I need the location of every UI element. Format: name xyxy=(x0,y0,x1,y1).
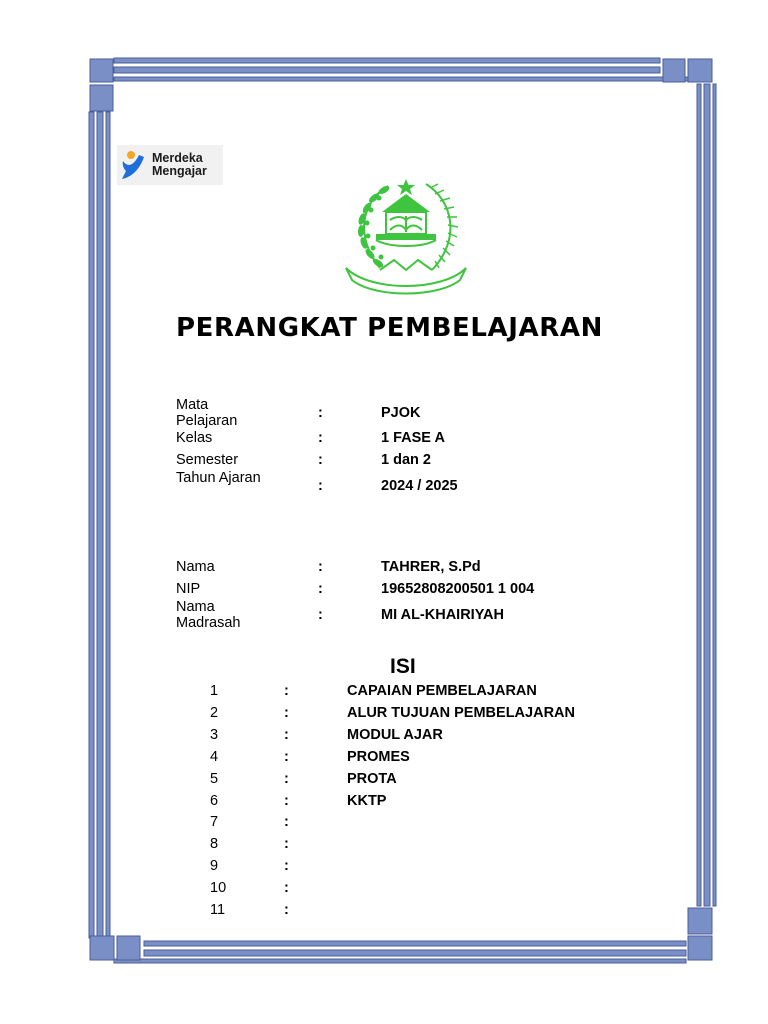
info-label: Kelas xyxy=(176,430,213,446)
isi-number: 2 xyxy=(210,705,219,721)
colon: : xyxy=(284,749,289,765)
teacher-value: TAHRER, S.Pd xyxy=(381,559,481,575)
isi-item xyxy=(0,727,600,749)
isi-text: ALUR TUJUAN PEMBELAJARAN xyxy=(347,705,575,721)
info-value: 1 FASE A xyxy=(381,430,445,446)
isi-number: 11 xyxy=(210,902,226,918)
colon: : xyxy=(318,430,323,446)
colon: : xyxy=(284,902,289,918)
colon: : xyxy=(284,880,289,896)
colon: : xyxy=(318,478,323,494)
isi-item xyxy=(0,749,600,771)
info-label: Mata Pelajaran xyxy=(176,397,238,429)
isi-heading: ISI xyxy=(390,655,416,678)
colon: : xyxy=(284,727,289,743)
isi-item xyxy=(0,683,600,705)
document-title: PERANGKAT PEMBELAJARAN xyxy=(176,313,603,343)
isi-number: 10 xyxy=(210,880,227,896)
isi-number: 7 xyxy=(210,814,219,830)
teacher-value: MI AL-KHAIRIYAH xyxy=(381,607,504,623)
logo-line-2: Mengajar xyxy=(152,164,207,178)
isi-item xyxy=(0,793,600,815)
isi-number: 3 xyxy=(210,727,219,743)
colon: : xyxy=(284,814,289,830)
colon: : xyxy=(284,683,289,699)
isi-number: 8 xyxy=(210,836,219,852)
logo-line-1: Merdeka xyxy=(152,151,203,165)
isi-item xyxy=(0,836,600,858)
isi-text: PROMES xyxy=(347,749,410,765)
colon: : xyxy=(318,607,323,623)
kemenag-emblem-icon xyxy=(340,176,472,296)
isi-number: 1 xyxy=(210,683,219,699)
info-label: Tahun Ajaran xyxy=(176,470,261,486)
isi-text: KKTP xyxy=(347,793,387,809)
isi-item xyxy=(0,705,600,727)
info-label: Semester xyxy=(176,452,239,468)
isi-item xyxy=(0,880,600,902)
info-value: 1 dan 2 xyxy=(381,452,431,468)
colon: : xyxy=(318,581,323,597)
isi-item xyxy=(0,902,600,924)
colon: : xyxy=(284,771,289,787)
info-value: 2024 / 2025 xyxy=(381,478,458,494)
colon: : xyxy=(318,559,323,575)
isi-number: 9 xyxy=(210,858,219,874)
isi-item xyxy=(0,814,600,836)
teacher-value: 19652808200501 1 004 xyxy=(381,581,535,597)
isi-number: 6 xyxy=(210,793,219,809)
colon: : xyxy=(318,452,323,468)
colon: : xyxy=(284,858,289,874)
isi-text: MODUL AJAR xyxy=(347,727,443,743)
isi-number: 4 xyxy=(210,749,219,765)
colon: : xyxy=(284,793,289,809)
info-value: PJOK xyxy=(381,405,421,421)
teacher-label: Nama Madrasah xyxy=(176,599,241,631)
colon: : xyxy=(284,836,289,852)
isi-item xyxy=(0,858,600,880)
merdeka-mengajar-logo xyxy=(117,145,223,185)
teacher-label: NIP xyxy=(176,581,201,597)
isi-text: PROTA xyxy=(347,771,397,787)
colon: : xyxy=(284,705,289,721)
teacher-label: Nama xyxy=(176,559,215,575)
merdeka-mengajar-icon xyxy=(119,147,149,183)
isi-item xyxy=(0,771,600,793)
isi-text: CAPAIAN PEMBELAJARAN xyxy=(347,683,537,699)
isi-number: 5 xyxy=(210,771,219,787)
colon: : xyxy=(318,405,323,421)
